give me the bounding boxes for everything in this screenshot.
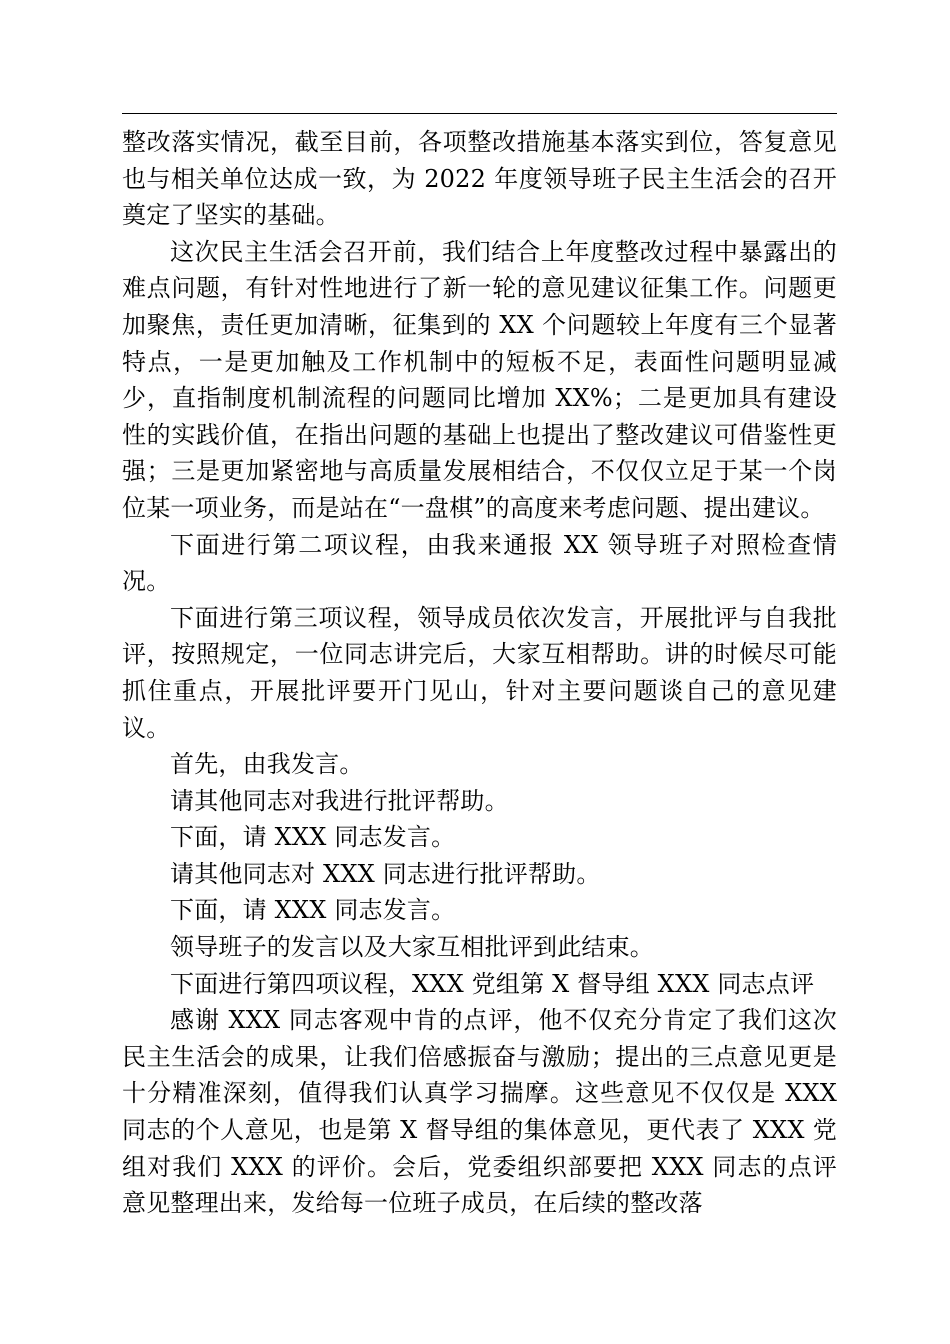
body-text <box>122 124 837 1222</box>
paragraph-12: 感谢 XXX 同志客观中肯的点评，他不仅充分肯定了我们这次民主生活会的成果，让我们倍感振奋与激励；提出的三点意见更是十分精准深刻，值得我们认真学习揣摩。这些意见不仅仅是 XXX 同志的个人意见，也是第 X 督导组的集体意见，更代表了 XXX 党组对我们 XXX 的评价。会后，党委组织部要把 XXX 同志的点评意见整理出来，发给每一位班子成员，在后续的整改落 <box>122 1006 837 1218</box>
paragraph-5: 首先，由我发言。 <box>170 750 364 779</box>
paragraph-8: 请其他同志对 XXX 同志进行批评帮助。 <box>170 859 601 888</box>
paragraph-1: 整改落实情况，截至目前，各项整改措施基本落实到位，答复意见也与相关单位达成一致，为 2022 年度领导班子民主生活会的召开奠定了坚实的基础。 <box>122 128 837 230</box>
paragraph-2: 这次民主生活会召开前，我们结合上年度整改过程中暴露出的难点问题，有针对性地进行了新一轮的意见建议征集工作。问题更加聚焦，责任更加清晰，征集到的 XX 个问题较上年度有三个显著特点，一是更加触及工作机制中的短板不足，表面性问题明显减少，直指制度机制流程的问题同比增加 XX%；二是更加具有建设性的实践价值，在指出问题的基础上也提出了整改建议可借鉴性更强；三是更加紧密地与高质量发展相结合，不仅仅立足于某一个岗位某一项业务，而是站在“一盘棋”的高度来考虑问题、提出建议。 <box>122 237 837 522</box>
paragraph-3: 下面进行第二项议程，由我来通报 XX 领导班子对照检查情况。 <box>122 530 837 596</box>
paragraph-4: 下面进行第三项议程，领导成员依次发言，开展批评与自我批评，按照规定，一位同志讲完后，大家互相帮助。讲的时候尽可能抓住重点，开展批评要开门见山，针对主要问题谈自己的意见建议。 <box>122 603 837 742</box>
paragraph-9: 下面，请 XXX 同志发言。 <box>170 896 456 925</box>
paragraph-6: 请其他同志对我进行批评帮助。 <box>170 786 509 815</box>
paragraph-11: 下面进行第四项议程，XXX 党组第 X 督导组 XXX 同志点评 <box>170 969 815 998</box>
paragraph-10: 领导班子的发言以及大家互相批评到此结束。 <box>170 933 654 962</box>
paragraph-7: 下面，请 XXX 同志发言。 <box>170 823 456 852</box>
header-rule <box>122 113 837 114</box>
